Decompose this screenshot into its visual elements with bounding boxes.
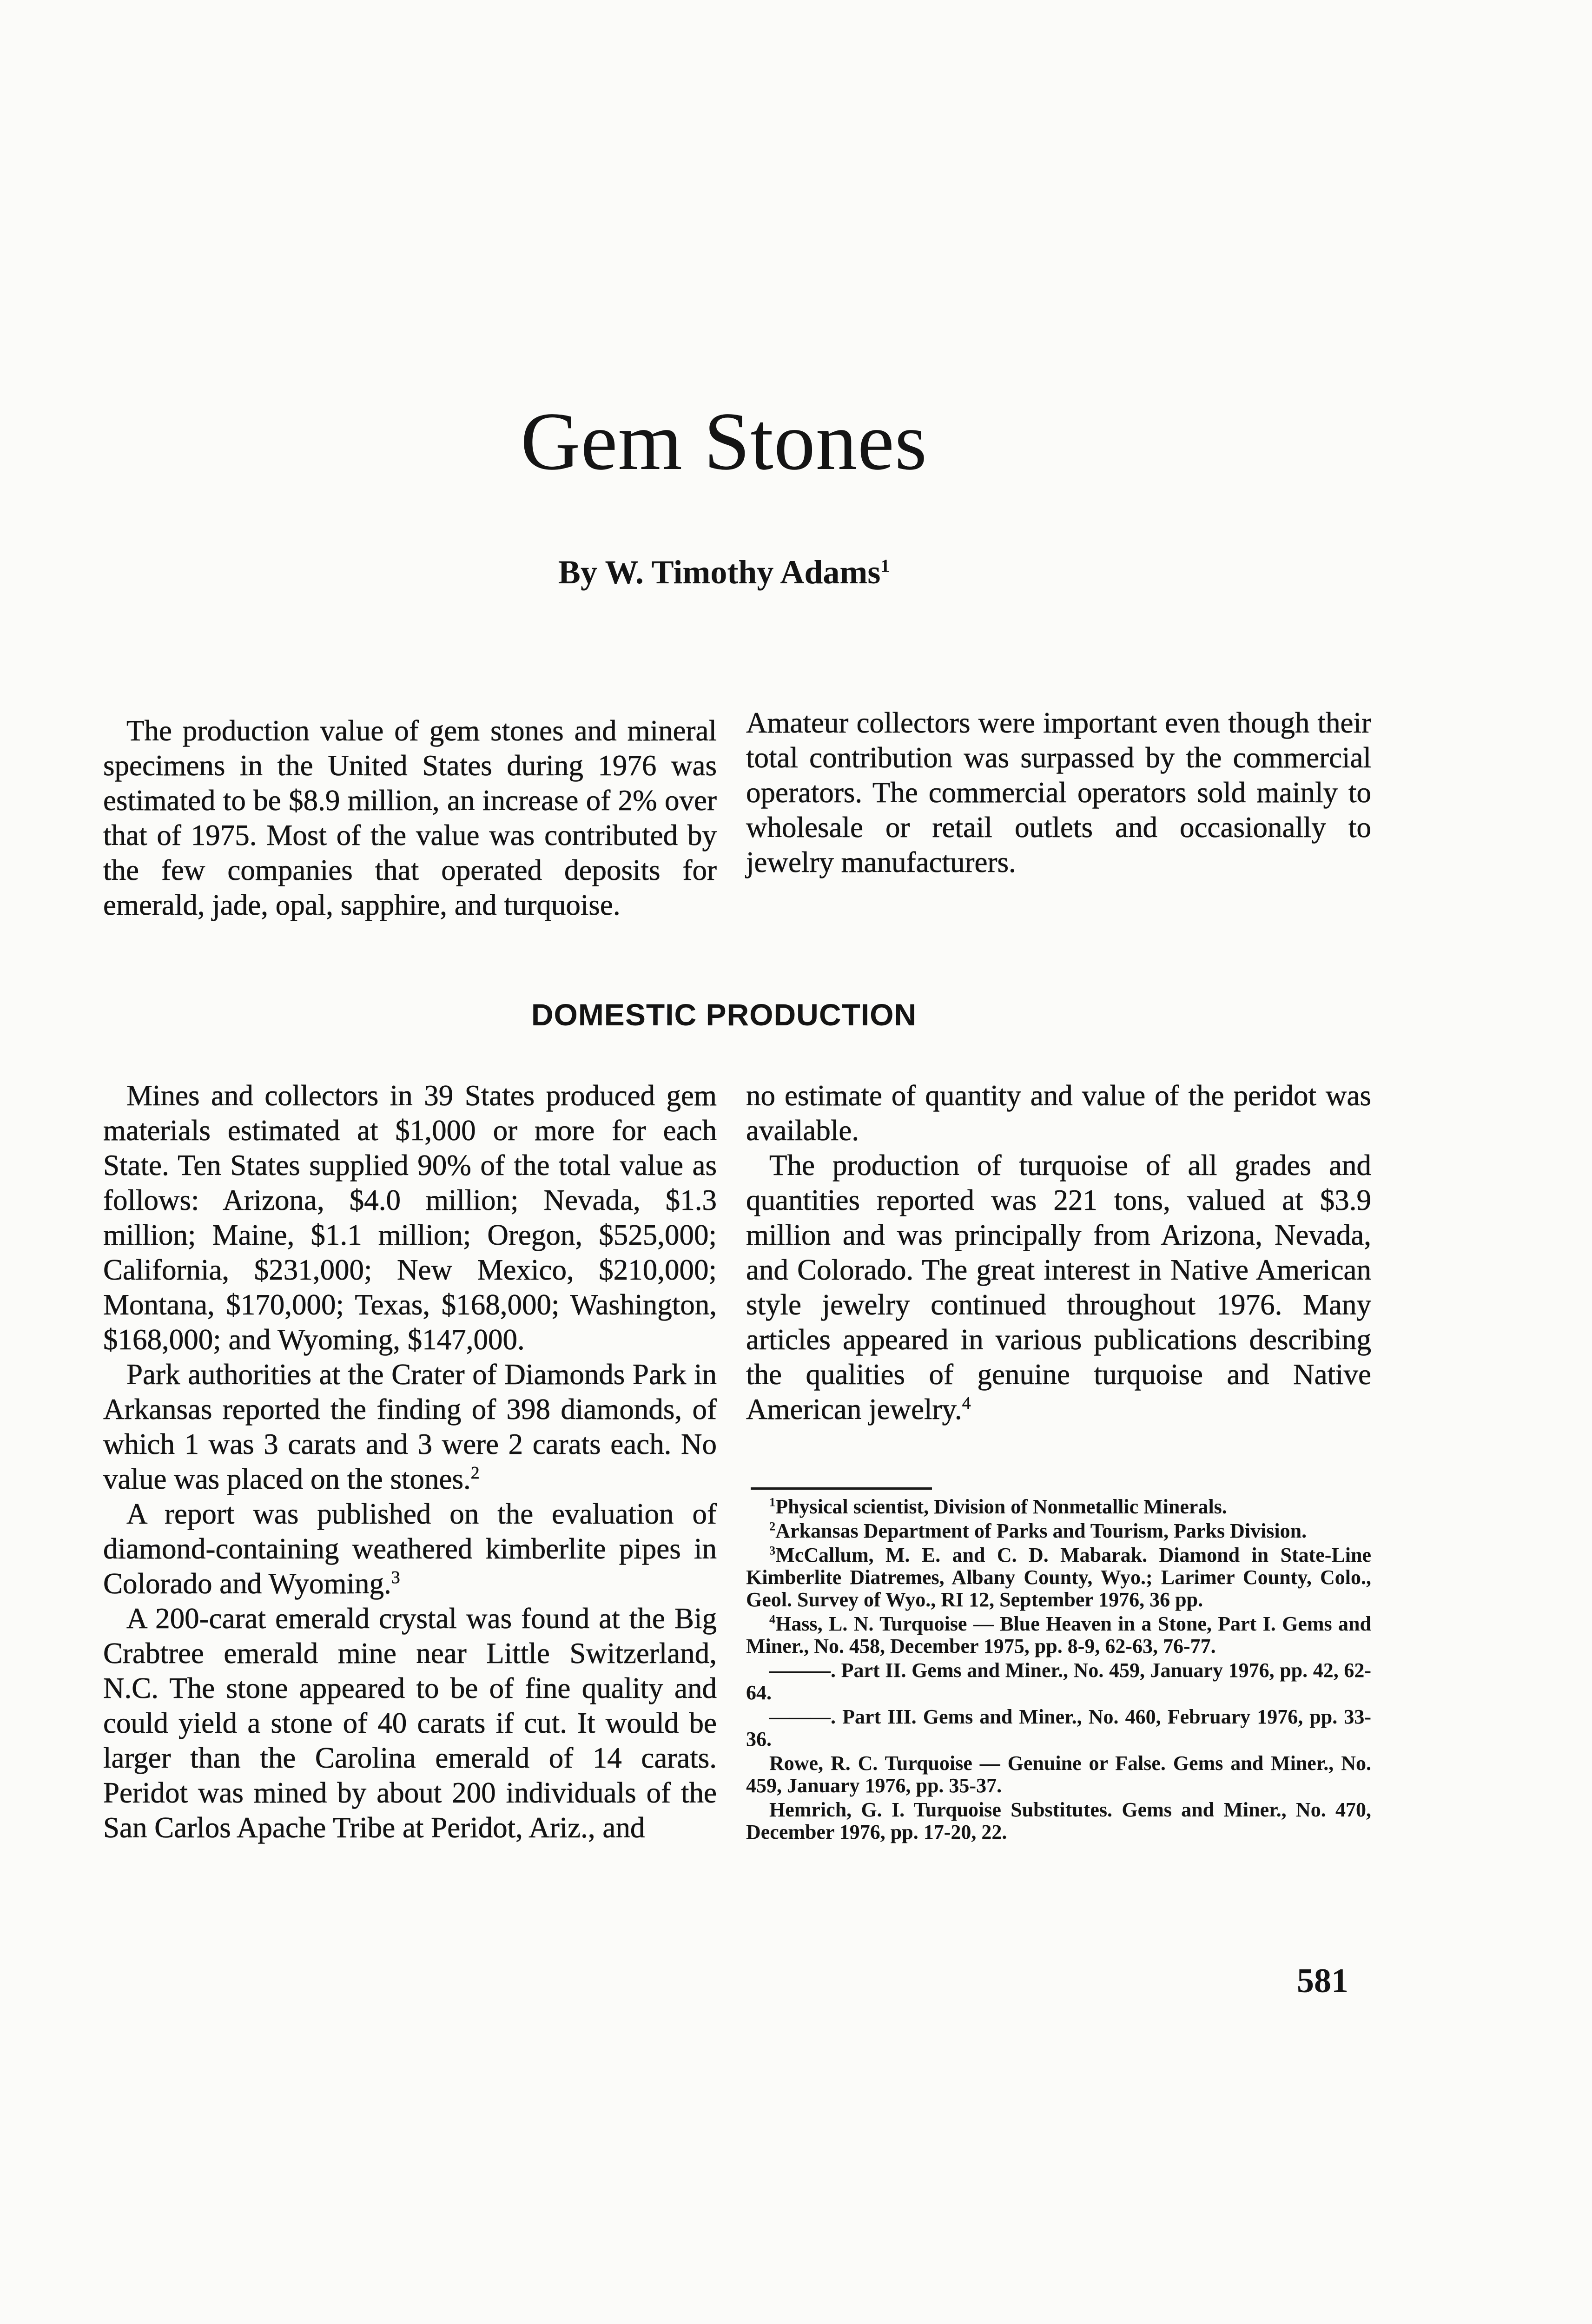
footnote-mark: 3	[769, 1543, 776, 1558]
intro-right-column	[746, 706, 1371, 880]
footnote-mark: 2	[769, 1519, 776, 1533]
paragraph-turquoise-text: The production of turquoise of all grades and quantities reported was 221 tons, valued at $3.9 million and was principally from Arizona, Nevada, and Colorado. The great interest in Native American style jewelry continued throughout 1976. Many articles appeared in various publications describing the qualities of genuine turquoise and Native American jewelry.	[746, 1149, 1371, 1426]
page-number: 581	[1297, 1962, 1348, 2000]
paragraph-states: Mines and collectors in 39 States produced gem materials estimated at $1,000 or more for each State. Ten States supplied 90% of the total value as follows: Arizona, $4.0 million; Nevada, $1.3 million; Maine, $1.1 million; Oregon, $525,000; California, $231,000; New Mexico, $210,000; Montana, $170,000; Texas, $168,000; Washington, $168,000; and Wyoming, $147,000.	[103, 1079, 717, 1356]
footnote	[746, 1496, 1371, 1518]
intro-left-column	[103, 713, 717, 923]
body-left-column	[103, 1078, 717, 1845]
footnote	[746, 1706, 1371, 1750]
footnote	[746, 1544, 1371, 1611]
footnote-text: Hass, L. N. Turquoise — Blue Heaven in a Stone, Part I. Gems and Miner., No. 458, December 1975, pp. 8-9, 62-63, 76-77.	[746, 1612, 1371, 1657]
byline	[0, 555, 1448, 589]
footnote-mark: 1	[769, 1495, 776, 1509]
footnote-text: ———. Part III. Gems and Miner., No. 460, February 1976, pp. 33-36.	[746, 1705, 1371, 1750]
body-right-column	[746, 1078, 1371, 1427]
footnote-divider	[751, 1487, 932, 1490]
footnote-text: McCallum, M. E. and C. D. Mabarak. Diamond in State-Line Kimberlite Diatremes, Albany County, Wyo.; Larimer County, Colo., Geol. Survey of Wyo., RI 12, September 1976, 36 pp.	[746, 1544, 1371, 1611]
footnote-text: Hemrich, G. I. Turquoise Substitutes. Gems and Miner., No. 470, December 1976, pp. 17-20, 22.	[746, 1798, 1371, 1843]
page-title: Gem Stones	[520, 395, 928, 487]
byline-footnote-mark: 1	[880, 555, 890, 576]
paragraph-diamonds-text: Park authorities at the Crater of Diamonds Park in Arkansas reported the finding of 398 diamonds, of which 1 was 3 carats and 3 were 2 carats each. No value was placed on the stones.	[103, 1358, 717, 1495]
footnote	[746, 1613, 1371, 1657]
paragraph-kimberlite-text: A report was published on the evaluation of diamond-containing weathered kimberlite pipes in Colorado and Wyoming.	[103, 1498, 717, 1600]
intro-paragraph-right: Amateur collectors were important even though their total contribution was surpassed by the commercial operators. The commercial operators sold mainly to wholesale or retail outlets and occasionally to jewelry manufacturers.	[746, 706, 1371, 878]
paragraph-turquoise	[746, 1148, 1371, 1427]
paragraph-kimberlite	[103, 1497, 717, 1601]
footnote	[746, 1520, 1371, 1542]
author-name: By W. Timothy Adams	[558, 554, 881, 591]
paragraph-emerald: A 200-carat emerald crystal was found at the Big Crabtree emerald mine near Little Switzerland, N.C. The stone appeared to be of fine quality and could yield a stone of 40 carats if cut. It would be larger than the Carolina emerald of 14 carats. Peridot was mined by about 200 individuals of the San Carlos Apache Tribe at Peridot, Ariz., and	[103, 1602, 717, 1844]
footnote	[746, 1752, 1371, 1797]
intro-paragraph-left: The production value of gem stones and mineral specimens in the United States during 1976 was estimated to be $8.9 million, an increase of 2% over that of 1975. Most of the value was contributed by the few companies that operated deposits for emerald, jade, opal, sapphire, and turquoise.	[103, 714, 717, 921]
footnotes	[746, 1496, 1371, 1845]
footnote-text: Physical scientist, Division of Nonmetallic Minerals.	[775, 1495, 1227, 1518]
section-heading: DOMESTIC PRODUCTION	[531, 997, 917, 1032]
footnote-text: Rowe, R. C. Turquoise — Genuine or False. Gems and Miner., No. 459, January 1976, pp. 35-37.	[746, 1752, 1371, 1797]
paragraph-diamonds	[103, 1357, 717, 1497]
footnote-ref: 2	[470, 1463, 480, 1483]
footnote	[746, 1659, 1371, 1704]
footnote-mark: 4	[769, 1612, 776, 1626]
footnote-text: ———. Part II. Gems and Miner., No. 459, January 1976, pp. 42, 62-64.	[746, 1659, 1371, 1704]
footnote-text: Arkansas Department of Parks and Tourism, Parks Division.	[775, 1519, 1307, 1542]
footnote-ref: 4	[962, 1393, 971, 1413]
footnote	[746, 1799, 1371, 1843]
paragraph-peridot: no estimate of quantity and value of the peridot was available.	[746, 1079, 1371, 1147]
footnote-ref: 3	[391, 1568, 400, 1587]
